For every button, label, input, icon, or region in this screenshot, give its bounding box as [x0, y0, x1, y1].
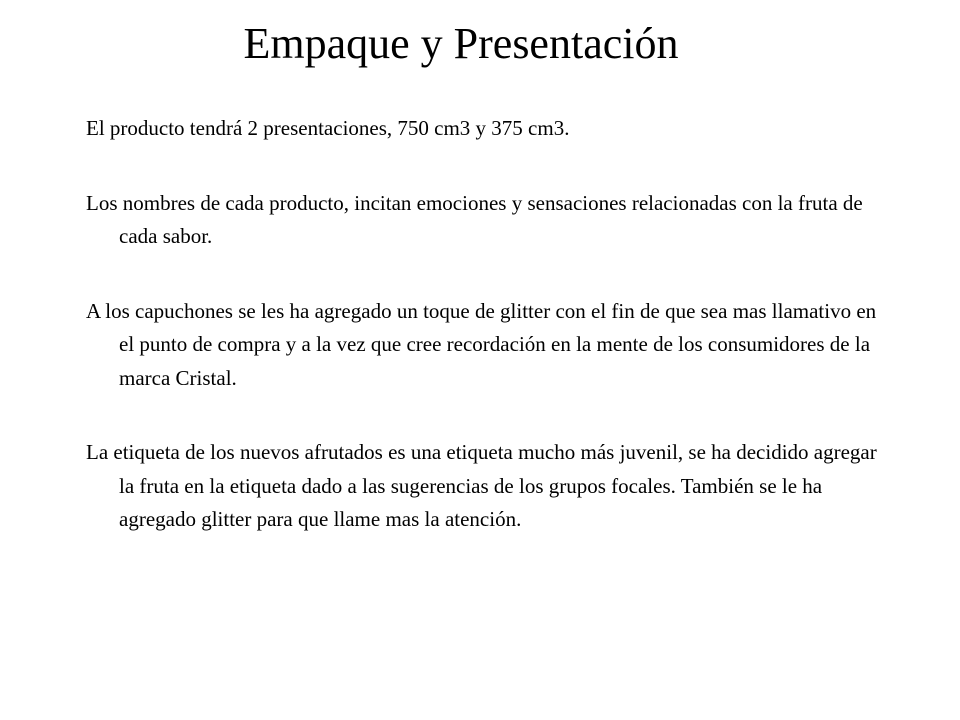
paragraph-presentaciones: El producto tendrá 2 presentaciones, 750 cm3 y 375 cm3.	[86, 116, 570, 140]
paragraph-nombres: Los nombres de cada producto, incitan emociones y sensaciones relacionadas con la fruta de cada sabor.	[86, 190, 863, 248]
slide-body	[86, 112, 896, 537]
paragraph-etiqueta: La etiqueta de los nuevos afrutados es una etiqueta mucho más juvenil, se ha decidido agregar la fruta en la etiqueta dado a las sugerencias de los grupos focales. También se le ha agregado glitter para que llame mas la atención.	[86, 440, 877, 531]
paragraph-capuchones: A los capuchones se les ha agregado un toque de glitter con el fin de que sea mas llamativo en el punto de compra y a la vez que cree recordación en la mente de los consumidores de la marca Cristal.	[86, 298, 877, 390]
slide-title: Empaque y Presentación	[243, 19, 679, 68]
